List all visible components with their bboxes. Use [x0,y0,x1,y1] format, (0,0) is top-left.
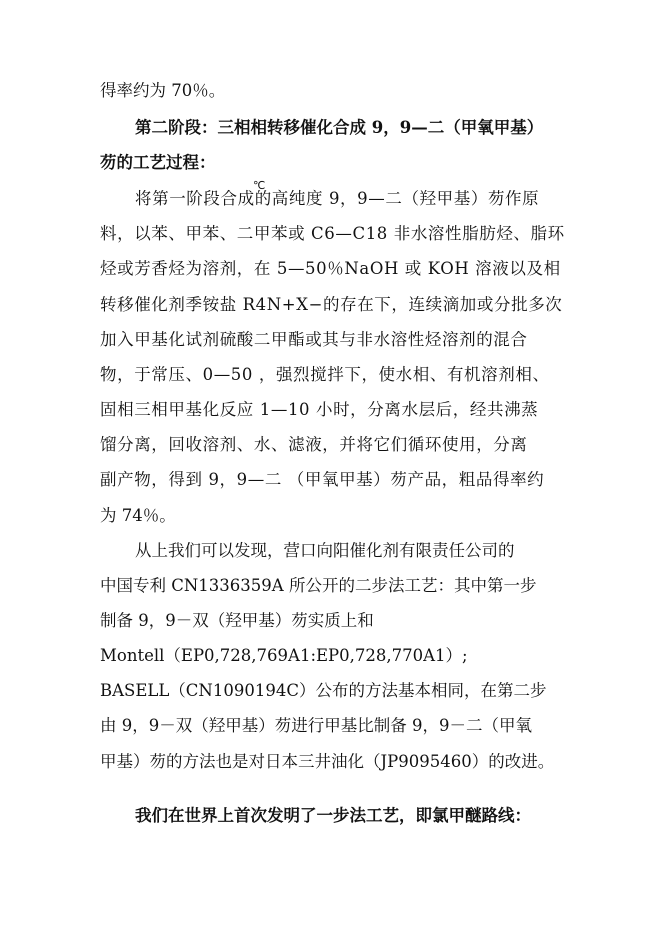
temperature-annotation: ℃ [253,179,266,192]
section-heading-line-1: 第二阶段：三相相转移催化合成 9，9—二（甲氧甲基） [135,118,544,137]
paragraph-line-2: 料，以苯、甲苯、二甲苯或 C6—C18 非水溶性脂肪烃、脂环 [100,224,565,243]
paragraph-line-8: 馏分离，回收溶剂、水、滤液，并将它们循环使用，分离 [100,435,528,454]
paragraph2-line-5: BASELL（CN1090194C）公布的方法基本相同，在第二步 [100,681,547,700]
paragraph2-line-2: 中国专利 CN1336359A 所公开的二步法工艺：其中第一步 [100,576,537,595]
paragraph2-line-6: 由 9，9－双（羟甲基）芴进行甲基比制备 9，9－二（甲氧 [100,716,532,735]
section-heading-line-2: 芴的工艺过程： [100,153,216,172]
paragraph-line-5: 加入甲基化试剂硫酸二甲酯或其与非水溶性烃溶剂的混合 [100,330,528,349]
paragraph-line-3: 烃或芳香烃为溶剂，在 5—50％NaOH 或 KOH 溶液以及相 [100,259,561,278]
paragraph-line-6: 物，于常压、0—50 ，强烈搅拌下，使水相、有机溶剂相、 [100,365,550,384]
paragraph2-line-7: 甲基）芴的方法也是对日本三井油化（JP9095460）的改进。 [100,752,555,771]
paragraph-line-4: 转移催化剂季铵盐 R4N+X−的存在下，连续滴加或分批多次 [100,295,563,314]
paragraph-line-9: 副产物，得到 9，9—二 （甲氧甲基）芴产品，粗品得率约 [100,470,545,489]
paragraph2-line-1: 从上我们可以发现，营口向阳催化剂有限责任公司的 [135,541,515,560]
text-line-1: 得率约为 70％。 [100,81,226,100]
paragraph-line-7: 固相三相甲基化反应 1—10 小时，分离水层后，经共沸蒸 [100,400,539,419]
paragraph2-line-4: Montell（EP0,728,769A1:EP0,728,770A1）; [100,646,468,665]
paragraph2-line-3: 制备 9，9－双（羟甲基）芴实质上和 [100,611,374,630]
paragraph-line-10: 为 74％。 [100,506,176,525]
closing-heading: 我们在世界上首次发明了一步法工艺，即氯甲醚路线： [135,806,531,825]
paragraph-line-1: 将第一阶段合成的高纯度 9，9—二（羟甲基）芴作原 [135,189,540,208]
